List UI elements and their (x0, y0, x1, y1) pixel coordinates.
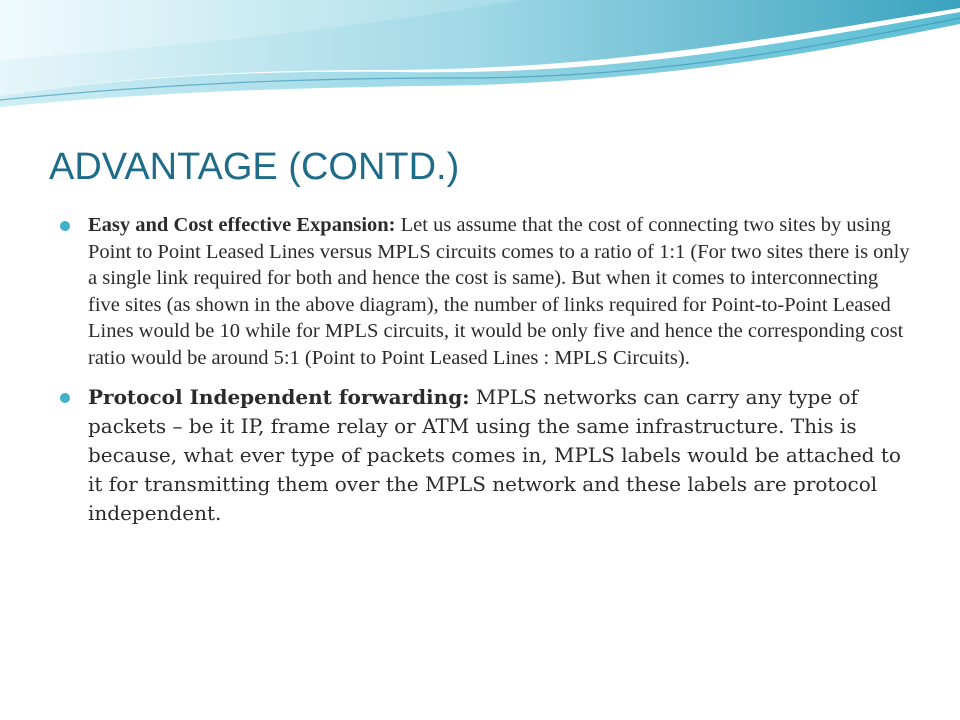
bullet-item (60, 383, 910, 528)
bullet-dot-icon (60, 393, 70, 403)
slide-title: ADVANTAGE (CONTD.) (49, 146, 460, 188)
bullet-text: MPLS networks can carry any type of packets – be it IP, frame relay or ATM using the same infrastructure. This is because, what ever type of packets comes in, MPLS labels would be attached to it for transmitting them over the MPLS network and these labels are protocol independent. (88, 385, 901, 525)
bullet-lead: Protocol Independent forwarding: (88, 385, 470, 409)
bullet-text: Let us assume that the cost of connecting two sites by using Point to Point Leased Lines versus MPLS circuits comes to a ratio of 1:1 (For two sites there is only a single link required for both and hence the cost is same). But when it comes to interconnecting five sites (as shown in the above diagram), the number of links required for Point-to-Point Leased Lines would be 10 while for MPLS circuits, it would be only five and hence the corresponding cost ratio would be around 5:1 (Point to Point Leased Lines : MPLS Circuits). (88, 214, 910, 369)
bullet-lead: Easy and Cost effective Expansion: (88, 214, 396, 236)
bullet-item (60, 212, 910, 371)
bullet-list (60, 212, 910, 528)
bullet-dot-icon (60, 221, 70, 231)
header-wave-decoration (0, 0, 960, 120)
